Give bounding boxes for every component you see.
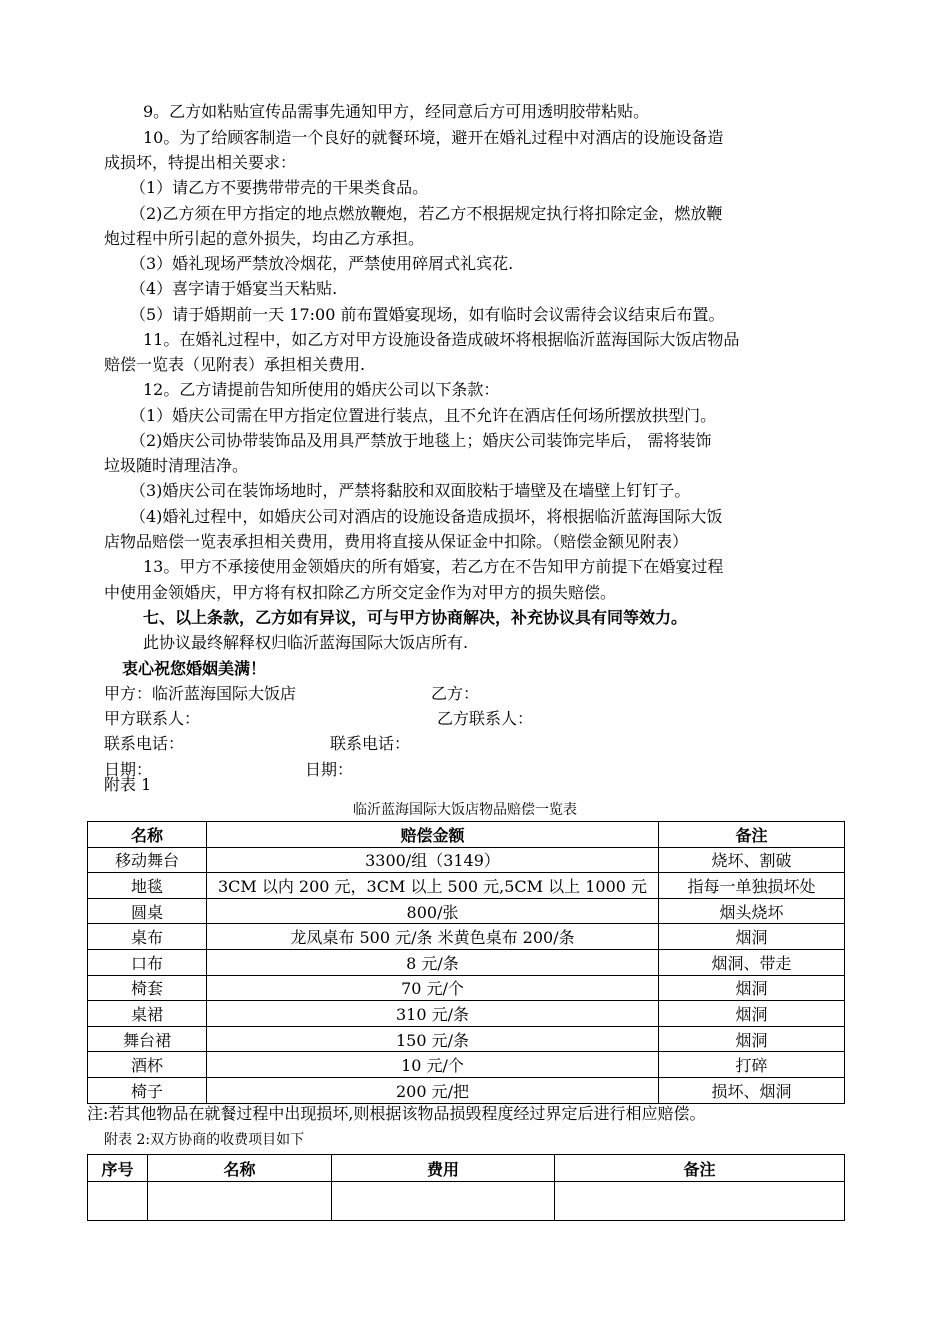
- item-name: 口布: [88, 949, 207, 975]
- date-a-field: 日期：: [104, 760, 153, 779]
- phone-b-field: 联系电话：: [330, 734, 411, 753]
- table-row: [88, 949, 845, 975]
- item-amount: 800/张: [207, 898, 659, 924]
- compensation-note: 注:若其他物品在就餐过程中出现损坏,则根据该物品损毁程度经过界定后进行相应赔偿。: [87, 1104, 706, 1123]
- item-name: 圆桌: [88, 898, 207, 924]
- item-amount: 70 元/个: [207, 975, 659, 1001]
- header-cell: 备注: [659, 822, 845, 848]
- table-header-row: [88, 822, 845, 848]
- empty-cell: [88, 1182, 148, 1221]
- appendix1-label: 附表 1: [104, 775, 152, 794]
- clause-seven: 七、以上条款，乙方如有异议，可与甲方协商解决，补充协议具有同等效力。: [143, 608, 688, 627]
- item-amount: 200 元/把: [207, 1077, 659, 1103]
- clause-10-item5: （5）请于婚期前一天 17:00 前布置婚宴现场，如有临时会议需待会议结束后布置。: [130, 305, 725, 324]
- clause-10-line2: 成损坏，特提出相关要求：: [104, 153, 297, 172]
- fee-items-table: [87, 1154, 845, 1221]
- clause-10-item2-line1: （2)乙方须在甲方指定的地点燃放鞭炮，若乙方不根据规定执行将扣除定金，燃放鞭: [130, 204, 723, 223]
- table-row: [88, 1077, 845, 1103]
- clause-13-line1: 13。甲方不承接使用金领婚庆的所有婚宴，若乙方在不告知甲方前提下在婚宴过程: [143, 557, 724, 576]
- item-name: 地毯: [88, 873, 207, 899]
- final-interpretation: 此协议最终解释权归临沂蓝海国际大饭店所有.: [143, 633, 469, 652]
- clause-9: 9。乙方如粘贴宣传品需事先通知甲方，经同意后方可用透明胶带粘贴。: [143, 102, 650, 121]
- item-name: 桌布: [88, 924, 207, 950]
- party-a-field: 甲方：临沂蓝海国际大饭店: [104, 684, 297, 703]
- item-amount: 8 元/条: [207, 949, 659, 975]
- clause-10-item4: （4）喜字请于婚宴当天粘贴.: [130, 279, 338, 298]
- item-name: 舞台裙: [88, 1026, 207, 1052]
- appendix2-label: 附表 2:双方协商的收费项目如下: [104, 1132, 305, 1148]
- item-remark: 指每一单独损坏处: [659, 873, 845, 899]
- table-row: [88, 1182, 845, 1221]
- empty-cell: [555, 1182, 845, 1221]
- clause-12-item2-line2: 垃圾随时清理洁净。: [104, 456, 249, 475]
- item-name: 桌裙: [88, 1001, 207, 1027]
- header-cell: 赔偿金额: [207, 822, 659, 848]
- table-row: [88, 873, 845, 899]
- date-b-field: 日期：: [305, 760, 354, 779]
- clause-12: 12。乙方请提前告知所使用的婚庆公司以下条款：: [143, 380, 500, 399]
- clause-12-item4-line2: 店物品赔偿一览表承担相关费用，费用将直接从保证金中扣除。（赔偿金额见附表）: [104, 532, 689, 551]
- header-cell: 名称: [148, 1155, 332, 1182]
- contact-a-field: 甲方联系人：: [104, 709, 201, 728]
- item-name: 移动舞台: [88, 847, 207, 873]
- table-row: [88, 1026, 845, 1052]
- table-row: [88, 1052, 845, 1078]
- compensation-table: [87, 821, 845, 1104]
- clause-13-line2: 中使用金领婚庆，甲方将有权扣除乙方所交定金作为对甲方的损失赔偿。: [104, 583, 617, 602]
- item-amount: 3300/组（3149）: [207, 847, 659, 873]
- item-remark: 烟洞、带走: [659, 949, 845, 975]
- clause-10-item3: （3）婚礼现场严禁放冷烟花，严禁使用碎屑式礼宾花.: [130, 254, 514, 273]
- table-row: [88, 847, 845, 873]
- item-amount: 150 元/条: [207, 1026, 659, 1052]
- clause-12-item3: （3)婚庆公司在装饰场地时，严禁将黏胶和双面胶粘于墙壁及在墙壁上钉钉子。: [130, 481, 691, 500]
- item-amount: 龙凤桌布 500 元/条 米黄色桌布 200/条: [207, 924, 659, 950]
- clause-11-line1: 11。在婚礼过程中，如乙方对甲方设施设备造成破坏将根据临沂蓝海国际大饭店物品: [143, 330, 740, 349]
- clause-12-item1: （1）婚庆公司需在甲方指定位置进行装点，且不允许在酒店任何场所摆放拱型门。: [130, 406, 717, 425]
- item-name: 酒杯: [88, 1052, 207, 1078]
- table-row: [88, 975, 845, 1001]
- table-header-row: [88, 1155, 845, 1182]
- item-remark: 打碎: [659, 1052, 845, 1078]
- table-row: [88, 924, 845, 950]
- clause-10-item1: （1）请乙方不要携带带壳的干果类食品。: [130, 178, 429, 197]
- appendix1-title: 临沂蓝海国际大饭店物品赔偿一览表: [353, 802, 577, 818]
- clause-10-line1: 10。为了给顾客制造一个良好的就餐环境，避开在婚礼过程中对酒店的设施设备造: [143, 128, 724, 147]
- header-cell: 备注: [555, 1155, 845, 1182]
- contact-b-field: 乙方联系人：: [437, 709, 534, 728]
- item-name: 椅子: [88, 1077, 207, 1103]
- header-cell: 费用: [332, 1155, 555, 1182]
- clause-10-item2-line2: 炮过程中所引起的意外损失，均由乙方承担。: [104, 229, 425, 248]
- clause-12-item4-line1: （4)婚礼过程中，如婚庆公司对酒店的设施设备造成损坏，将根据临沂蓝海国际大饭: [130, 507, 723, 526]
- item-remark: 烧坏、割破: [659, 847, 845, 873]
- header-cell: 序号: [88, 1155, 148, 1182]
- table-row: [88, 1001, 845, 1027]
- item-remark: 烟洞: [659, 924, 845, 950]
- clause-12-item2-line1: （2)婚庆公司协带装饰品及用具严禁放于地毯上；婚庆公司装饰完毕后， 需将装饰: [130, 431, 712, 450]
- item-remark: 烟头烧坏: [659, 898, 845, 924]
- empty-cell: [148, 1182, 332, 1221]
- item-name: 椅套: [88, 975, 207, 1001]
- item-remark: 烟洞: [659, 1001, 845, 1027]
- blessing: 衷心祝您婚姻美满！: [122, 659, 267, 678]
- item-amount: 3CM 以内 200 元，3CM 以上 500 元,5CM 以上 1000 元: [207, 873, 659, 899]
- clause-11-line2: 赔偿一览表（见附表）承担相关费用.: [104, 355, 366, 374]
- item-remark: 烟洞: [659, 1026, 845, 1052]
- empty-cell: [332, 1182, 555, 1221]
- party-b-field: 乙方：: [431, 684, 480, 703]
- table-row: [88, 898, 845, 924]
- item-remark: 损坏、烟洞: [659, 1077, 845, 1103]
- item-amount: 310 元/条: [207, 1001, 659, 1027]
- item-amount: 10 元/个: [207, 1052, 659, 1078]
- header-cell: 名称: [88, 822, 207, 848]
- phone-a-field: 联系电话：: [104, 734, 185, 753]
- item-remark: 烟洞: [659, 975, 845, 1001]
